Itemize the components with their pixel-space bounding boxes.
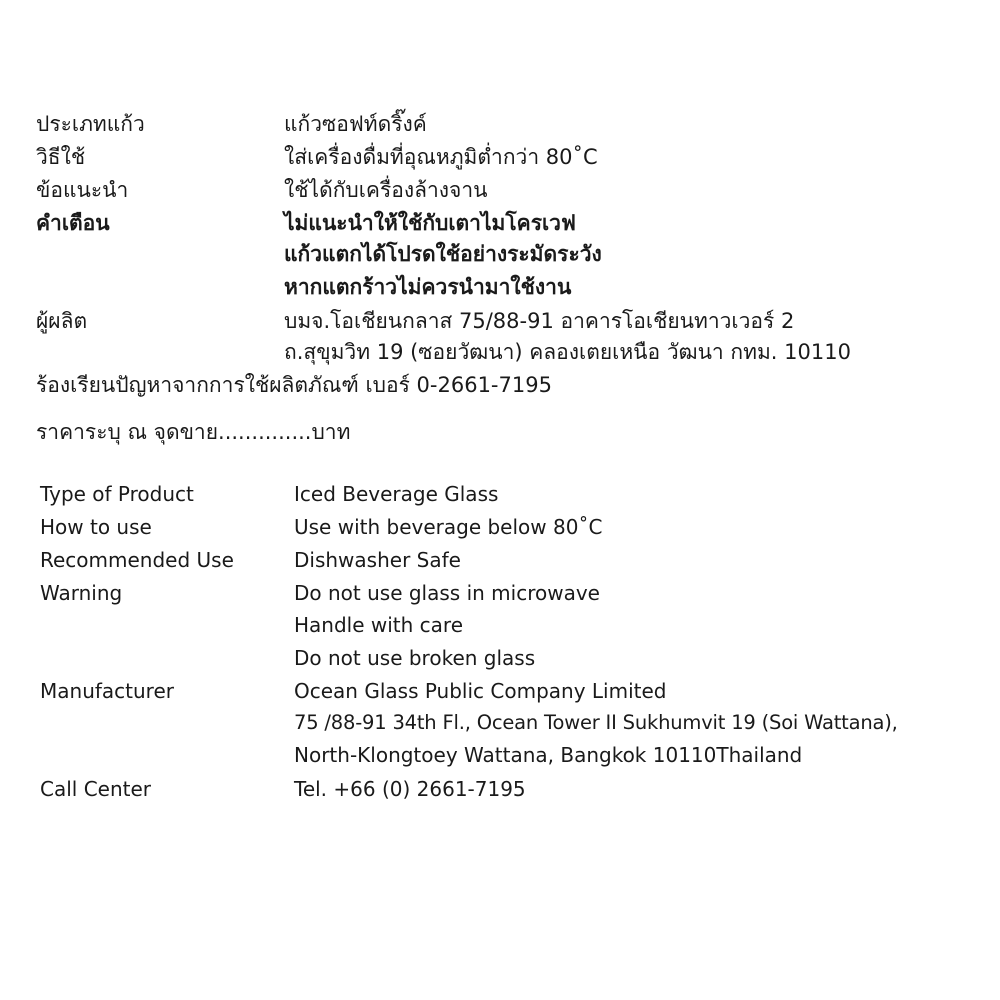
en-recommended-label: Recommended Use [40,548,234,572]
th-advice-label: ข้อแนะนำ [36,178,129,202]
th-type-value: แก้วซอฟท์ดริ๊งค์ [284,112,427,136]
th-manufacturer-label: ผู้ผลิต [36,309,88,333]
th-usage-label: วิธีใช้ [36,145,86,169]
en-call-label: Call Center [40,777,152,801]
th-advice-value: ใช้ได้กับเครื่องล้างจาน [284,178,488,202]
th-manufacturer-line: บมจ.โอเชียนกลาส 75/88-91 อาคารโอเชียนทาวเวอร์ 2 [284,309,795,333]
en-call-value: Tel. +66 (0) 2661-7195 [294,777,526,801]
th-complaint-line: ร้องเรียนปัญหาจากการใช้ผลิตภัณฑ์ เบอร์ 0-2661-7195 [36,373,552,397]
en-manufacturer-line: Ocean Glass Public Company Limited [294,679,667,703]
th-warning-line: หากแตกร้าวไม่ควรนำมาใช้งาน [284,275,572,299]
en-type-label: Type of Product [40,482,194,506]
en-warning-line: Do not use glass in microwave [294,581,600,605]
en-warning-line: Handle with care [294,613,464,637]
en-manufacturer-label: Manufacturer [40,679,174,703]
en-usage-value: Use with beverage below 80˚C [294,515,603,539]
en-warning-label: Warning [40,581,123,605]
en-recommended-value: Dishwasher Safe [294,548,461,572]
th-price-line: ราคาระบุ ณ จุดขาย..............บาท [36,420,351,444]
en-manufacturer-line: North-Klongtoey Wattana, Bangkok 10110Thailand [294,743,803,767]
en-warning-line: Do not use broken glass [294,646,536,670]
th-manufacturer-line: ถ.สุขุมวิท 19 (ซอยวัฒนา) คลองเตยเหนือ วัฒนา กทม. 10110 [284,340,851,364]
th-type-label: ประเภทแก้ว [36,112,145,136]
th-usage-value: ใส่เครื่องดื่มที่อุณหภูมิต่ำกว่า 80˚C [284,145,598,169]
th-warning-line: แก้วแตกได้โปรดใช้อย่างระมัดระวัง [284,242,602,266]
th-warning-line: ไม่แนะนำให้ใช้กับเตาไมโครเวฟ [284,211,576,235]
en-type-value: Iced Beverage Glass [294,482,499,506]
en-usage-label: How to use [40,515,152,539]
en-manufacturer-line: 75 /88-91 34th Fl., Ocean Tower II Sukhumvit 19 (Soi Wattana), [294,711,898,734]
th-warning-label: คำเตือน [36,211,110,235]
